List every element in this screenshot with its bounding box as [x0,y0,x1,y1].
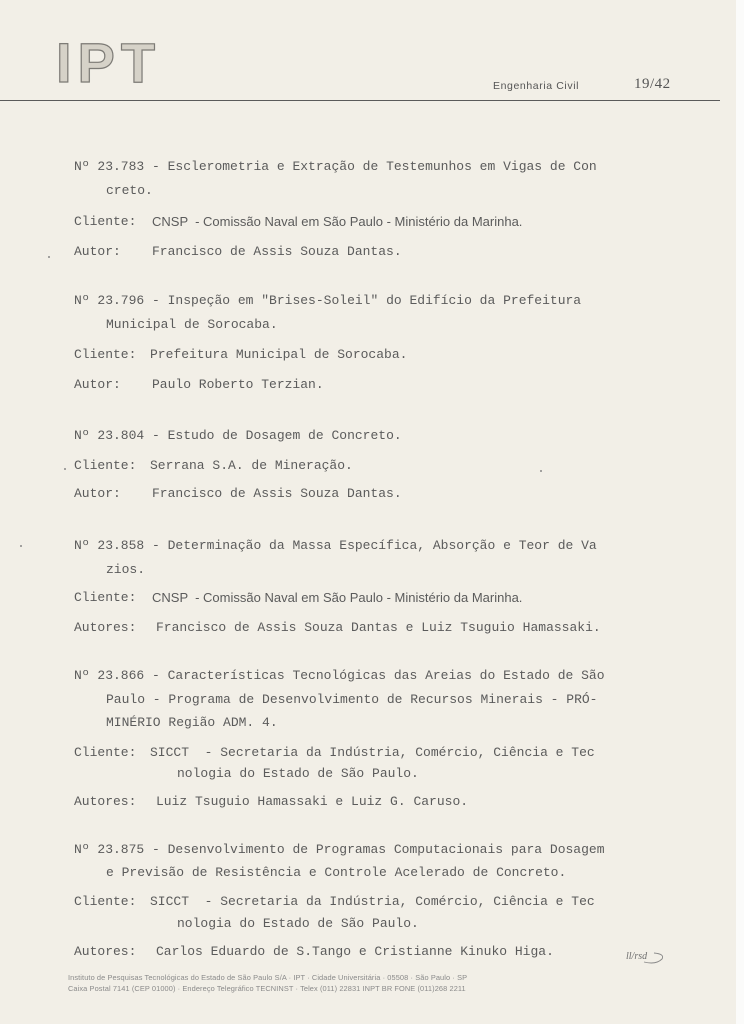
report-title-line [74,842,605,858]
client-label: Cliente: [74,745,137,760]
scan-speck [20,545,22,547]
author-value: Paulo Roberto Terzian. [152,377,324,392]
report-number: Nº 23.796 [74,293,145,308]
author-label: Autores: [74,620,137,635]
institution-footer [68,972,467,994]
client-row [74,214,714,230]
report-number: Nº 23.858 [74,538,145,553]
author-row [74,244,714,260]
author-label: Autor: [74,377,121,392]
typist-initials: ll/rsd [626,951,648,962]
report-title-continuation: zios. [106,562,146,577]
scan-speck [48,256,50,258]
ipt-logo: IPT [56,31,162,94]
report-title-continuation: e Previsão de Resistência e Controle Acelerado de Concreto. [106,865,567,880]
report-title-line [74,538,597,554]
report-title: - Inspeção em "Brises-Soleil" do Edifício da Prefeitura [152,293,582,308]
author-label: Autor: [74,486,121,501]
footer-line-2: Caixa Postal 7141 (CEP 01000) · Endereço Telegráfico TECNINST · Telex (011) 22831 INPT BR FONE (011)268 2211 [68,984,466,993]
author-row [74,486,714,502]
report-number: Nº 23.866 [74,668,145,683]
report-title-line [74,293,581,309]
report-title-continuation: creto. [106,183,153,198]
report-title: - Características Tecnológicas das Areias do Estado de São [152,668,605,683]
client-label: Cliente: [74,347,137,362]
report-title: - Determinação da Massa Específica, Absorção e Teor de Va [152,538,597,553]
client-label: Cliente: [74,894,137,909]
author-row [74,794,714,810]
author-value: Francisco de Assis Souza Dantas. [152,244,402,259]
client-value: CNSP - Comissão Naval em São Paulo - Ministério da Marinha. [152,590,523,605]
report-number: Nº 23.875 [74,842,145,857]
client-row [74,894,714,910]
report-title: - Estudo de Dosagem de Concreto. [152,428,402,443]
client-row [74,347,714,363]
report-title-line [74,428,402,444]
author-label: Autores: [74,794,137,809]
client-continuation: nologia do Estado de São Paulo. [177,916,419,931]
client-value: SICCT - Secretaria da Indústria, Comércio, Ciência e Tec [150,745,595,760]
report-title-continuation: MINÉRIO Região ADM. 4. [106,715,278,730]
author-value: Luiz Tsuguio Hamassaki e Luiz G. Caruso. [156,794,469,809]
client-value: Serrana S.A. de Mineração. [150,458,353,473]
author-label: Autor: [74,244,121,259]
client-continuation: nologia do Estado de São Paulo. [177,766,419,781]
author-row [74,620,714,636]
department-label: Engenharia Civil [493,80,580,92]
author-value: Francisco de Assis Souza Dantas. [152,486,402,501]
client-row [74,745,714,761]
report-title: - Desenvolvimento de Programas Computacionais para Dosagem [152,842,605,857]
client-label: Cliente: [74,214,137,229]
page-number: 19/42 [634,76,671,92]
scan-speck [64,468,66,470]
report-title-continuation: Municipal de Sorocaba. [106,317,278,332]
client-row [74,590,714,606]
client-value: Prefeitura Municipal de Sorocaba. [150,347,408,362]
scan-margin [736,0,744,1024]
author-label: Autores: [74,944,137,959]
report-title-continuation: Paulo - Programa de Desenvolvimento de Recursos Minerais - PRÓ- [106,692,598,707]
author-value: Carlos Eduardo de S.Tango e Cristianne Kinuko Higa. [156,944,554,959]
client-row [74,458,714,474]
header-divider [0,100,720,101]
client-label: Cliente: [74,590,137,605]
footer-line-1: Instituto de Pesquisas Tecnológicas do Estado de São Paulo S/A · IPT · Cidade Universitária · 05508 · São Paulo · SP [68,973,468,982]
report-title-line [74,668,605,684]
client-value: SICCT - Secretaria da Indústria, Comércio, Ciência e Tec [150,894,595,909]
report-number: Nº 23.783 [74,159,145,174]
report-title: - Esclerometria e Extração de Testemunhos em Vigas de Con [152,159,597,174]
author-row [74,377,714,393]
client-value: CNSP - Comissão Naval em São Paulo - Ministério da Marinha. [152,214,523,229]
author-row [74,944,714,960]
client-label: Cliente: [74,458,137,473]
report-number: Nº 23.804 [74,428,145,443]
report-title-line [74,159,597,175]
author-value: Francisco de Assis Souza Dantas e Luiz Tsuguio Hamassaki. [156,620,601,635]
